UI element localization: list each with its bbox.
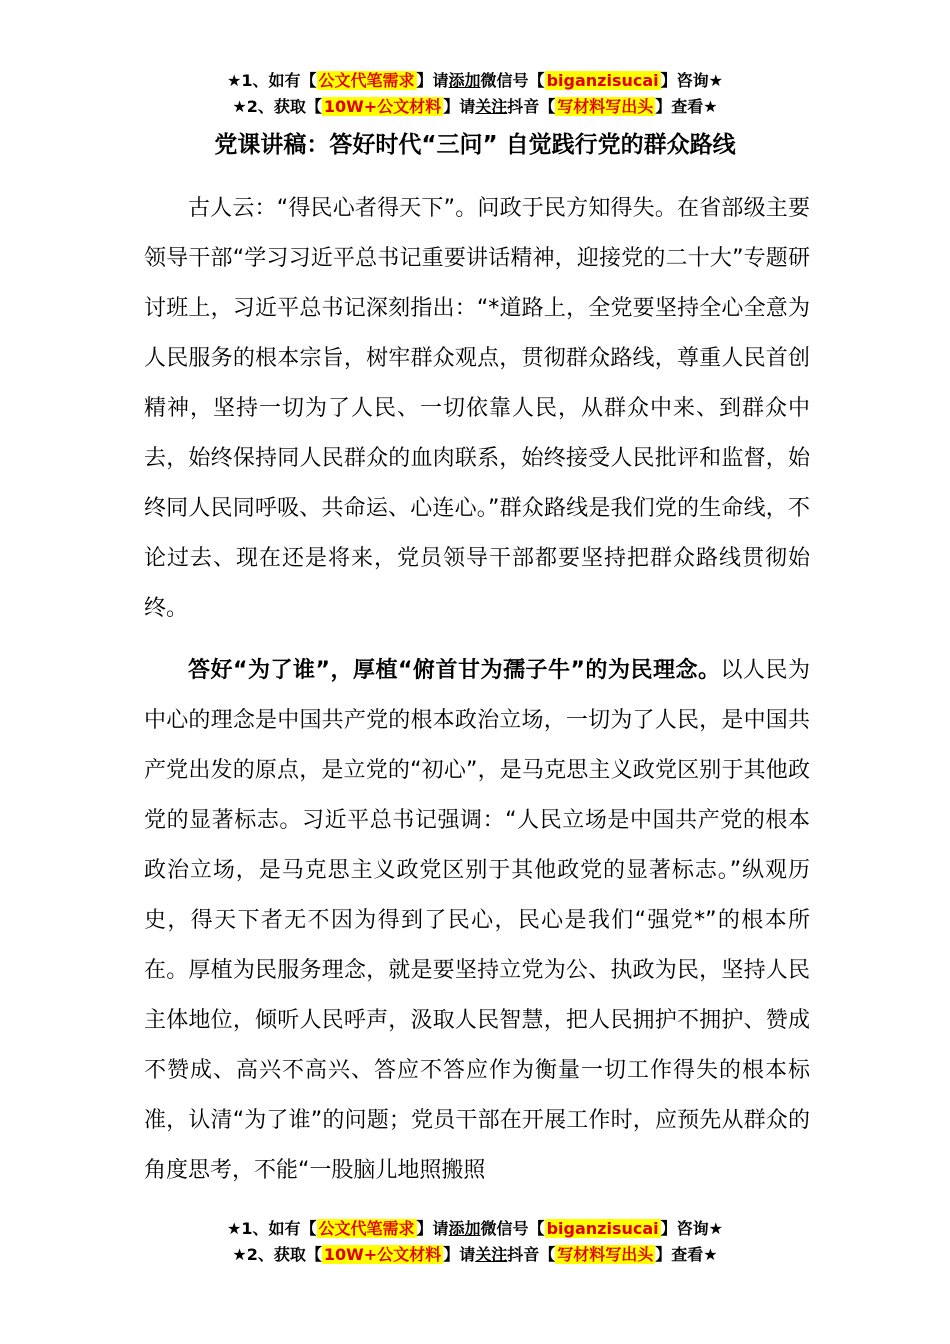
paragraph-2-text	[144, 646, 810, 1196]
banner-underlined-text: 添加	[448, 71, 481, 90]
highlight-wechat-id: biganzisucai	[546, 1219, 659, 1238]
banner-text: 微信号【	[480, 71, 545, 90]
paragraph-2-lead: 答好“为了谁”，厚植“俯首甘为孺子牛”的为民理念。	[188, 658, 721, 683]
banner-text: 】查看★	[655, 97, 718, 116]
document-title: 党课讲稿：答好时代“三问” 自觉践行党的群众路线	[214, 132, 736, 158]
banner-line-2	[0, 1242, 950, 1268]
highlight-materials: 10W+公文材料	[323, 97, 442, 116]
highlight-douyin-id: 写材料写出头	[557, 97, 654, 116]
banner-text: 】请	[443, 1245, 476, 1264]
banner-line-1	[0, 68, 950, 94]
banner-text: 】请	[416, 71, 449, 90]
paragraph-2-body: 以人民为中心的理念是中国共产党的根本政治立场，一切为了人民，是中国共产党出发的原点，是立党的“初心”，是马克思主义政党区别于其他政党的显著标志。习近平总书记强调：“人民立场是中国共产党的根本政治立场，是马克思主义政党区别于其他政党的显著标志。”纵观历史，得天下者无不因为得到了民心，民心是我们“强党*”的根本所在。厚植为民服务理念，就是要坚持立党为公、执政为民，坚持人民主体地位，倾听人民呼声，汲取人民智慧，把人民拥护不拥护、赞成不赞成、高兴不高兴、答应不答应作为衡量一切工作得失的根本标准，认清“为了谁”的问题；党员干部在开展工作时，应预先从群众的角度思考，不能“一股脑儿地照搬照	[144, 658, 810, 1183]
highlight-douyin-id: 写材料写出头	[557, 1245, 654, 1264]
paragraph-1-text: 古人云：“得民心者得天下”。问政于民方知得失。在省部级主要领导干部“学习习近平总书记重要讲话精神，迎接党的二十大”专题研讨班上，习近平总书记深刻指出：“*道路上，全党要坚持全心全意为人民服务的根本宗旨，树牢群众观点，贯彻群众路线，尊重人民首创精神，坚持一切为了人民、一切依靠人民，从群众中来、到群众中去，始终保持同人民群众的血肉联系，始终接受人民批评和监督，始终同人民同呼吸、共命运、心连心。”群众路线是我们党的生命线，不论过去、现在还是将来，党员领导干部都要坚持把群众路线贯彻始终。	[144, 196, 810, 621]
banner-line-2	[0, 94, 950, 120]
highlight-wechat-id: biganzisucai	[546, 71, 659, 90]
footer-banner	[0, 1216, 950, 1268]
banner-underlined-text: 添加	[448, 1219, 481, 1238]
banner-underlined-text: 关注	[475, 97, 508, 116]
banner-text: 】请	[443, 97, 476, 116]
banner-text: 】咨询★	[660, 1219, 723, 1238]
highlight-materials: 10W+公文材料	[323, 1245, 442, 1264]
banner-line-1	[0, 1216, 950, 1242]
highlight-service: 公文代笔需求	[318, 1219, 415, 1238]
banner-text: 抖音【	[507, 97, 556, 116]
banner-text: 微信号【	[480, 1219, 545, 1238]
banner-text: 】请	[416, 1219, 449, 1238]
banner-text: 抖音【	[507, 1245, 556, 1264]
header-banner	[0, 68, 950, 120]
paragraph-2	[144, 646, 810, 1196]
paragraph-1	[144, 184, 810, 634]
banner-text: ★2、获取【	[232, 97, 322, 116]
banner-text: 】查看★	[655, 1245, 718, 1264]
banner-text: ★1、如有【	[227, 1219, 317, 1238]
highlight-service: 公文代笔需求	[318, 71, 415, 90]
banner-text: 】咨询★	[660, 71, 723, 90]
banner-text: ★1、如有【	[227, 71, 317, 90]
banner-text: ★2、获取【	[232, 1245, 322, 1264]
banner-underlined-text: 关注	[475, 1245, 508, 1264]
